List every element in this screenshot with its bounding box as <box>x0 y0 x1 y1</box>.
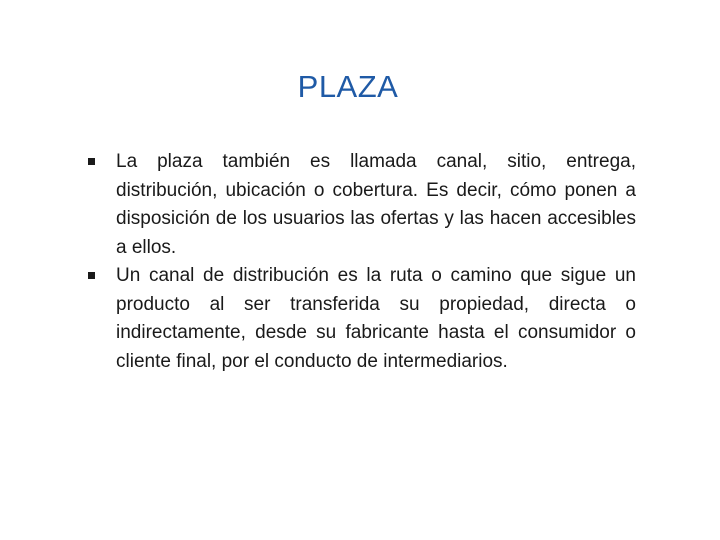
slide-title: PLAZA <box>297 69 399 104</box>
bullet-text: La plaza también es llamada canal, sitio, entrega, distribución, ubicación o cobertura. Es decir, cómo ponen a disposición de los usuarios las ofertas y las hacen accesibles a ellos. <box>116 151 636 258</box>
bullet-item <box>86 262 636 376</box>
square-bullet-icon <box>88 158 95 165</box>
square-bullet-icon <box>88 272 95 279</box>
bullet-item <box>86 148 636 262</box>
bullet-text: Un canal de distribución es la ruta o camino que sigue un producto al ser transferida su propiedad, directa o indirectamente, desde su fabricante hasta el consumidor o cliente final, por el conducto de intermediarios. <box>116 265 636 372</box>
bullet-list <box>86 148 636 376</box>
